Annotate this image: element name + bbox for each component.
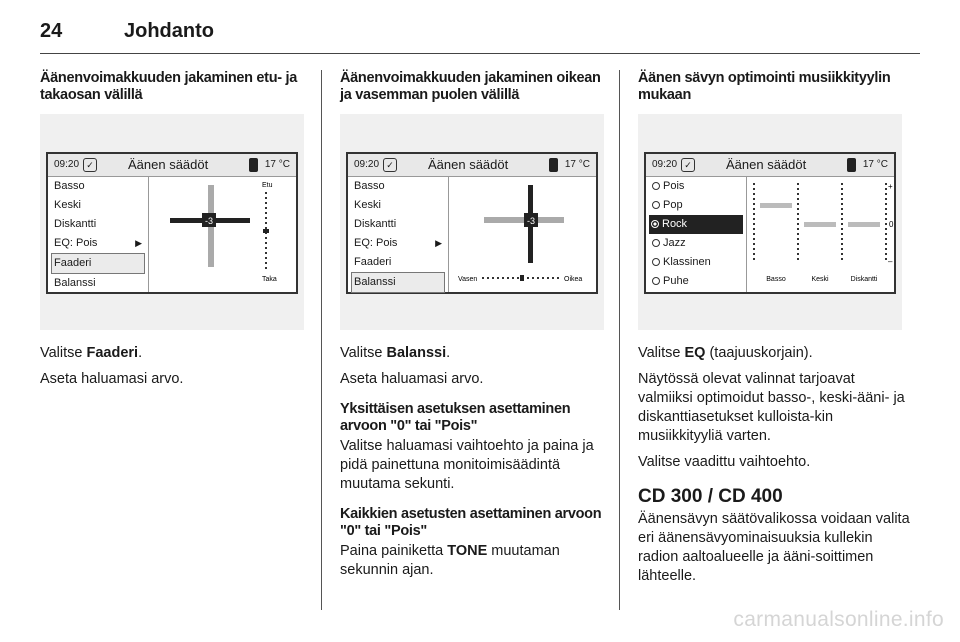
display-screen <box>346 152 598 294</box>
menu-item-label: Jazz <box>663 237 686 249</box>
menu-item-puhe[interactable] <box>646 272 746 291</box>
radio-icon <box>652 182 660 190</box>
eq-graphic <box>748 177 894 292</box>
menu-item-basso[interactable]: Basso <box>54 180 85 192</box>
page-number: 24 <box>40 20 63 42</box>
menu-item-faaderi[interactable]: Faaderi <box>51 253 145 274</box>
watermark: carmanualsonline.info <box>733 608 944 631</box>
menu-reference: Faaderi <box>86 345 139 361</box>
menu-item-eq[interactable] <box>48 234 148 253</box>
thermometer-icon <box>249 158 258 172</box>
menu-item-pois[interactable] <box>646 177 746 196</box>
eq-label-keski: Keski <box>811 276 829 283</box>
eq-label-basso: Basso <box>766 276 786 283</box>
eq-scale-zero: 0 <box>889 220 894 229</box>
eq-bar-keski[interactable] <box>804 222 836 227</box>
clock: 09:20 <box>652 159 678 170</box>
display-screen <box>644 152 896 294</box>
menu-reference: EQ <box>684 345 706 361</box>
column-eq <box>638 70 910 586</box>
menu-item-label: Pop <box>663 199 683 211</box>
screen-status-bar <box>646 154 894 177</box>
thermometer-icon <box>847 158 856 172</box>
column-balance <box>340 70 610 580</box>
cd-heading: CD 300 / CD 400 <box>638 486 783 507</box>
radio-icon <box>652 258 660 266</box>
instruction <box>40 344 310 363</box>
eq-diagram <box>748 177 894 292</box>
menu-item-pop[interactable] <box>646 196 746 215</box>
chevron-right-icon: ▶ <box>135 238 142 248</box>
instruction-suffix: . <box>138 345 143 361</box>
eq-bar-basso[interactable] <box>760 203 792 208</box>
clock: 09:20 <box>54 159 80 170</box>
balance-graphic <box>450 177 596 292</box>
instruction-suffix: (taajuuskorjain). <box>705 345 813 361</box>
fader-scale-marker <box>263 229 269 233</box>
menu-item-eq[interactable] <box>348 234 448 253</box>
instruction-prefix: Valitse <box>40 345 87 361</box>
balance-scale-marker <box>520 275 524 281</box>
right-label: Oikea <box>564 276 583 283</box>
front-label: Etu <box>262 182 273 189</box>
screen-title: Äänen säädöt <box>726 157 807 172</box>
screen-status-bar <box>48 154 296 177</box>
instruction <box>638 344 910 363</box>
menu-item-label: Pois <box>663 180 685 192</box>
instruction-prefix: Valitse <box>638 345 685 361</box>
button-reference: TONE <box>447 543 488 559</box>
balance-value: -3 <box>526 216 536 226</box>
radio-icon <box>652 277 660 285</box>
instruction <box>340 344 610 363</box>
menu-item-diskantti[interactable]: Diskantti <box>54 218 97 230</box>
subsection-heading: Kaikkien asetusten asettaminen arvoon "0" tai "Pois" <box>340 506 602 539</box>
menu-item-rock[interactable] <box>649 215 743 234</box>
instruction-suffix: . <box>446 345 451 361</box>
fader-diagram <box>150 177 296 292</box>
instruction: Valitse vaadittu vaihtoehto. <box>638 454 811 470</box>
description: Näytössä olevat valinnat tarjoavat valmiiksi optimoidut basso-, keski-ääni- ja diskanttiasetukset kulloista-kin musiikkityyliä varten. <box>638 371 905 444</box>
section-heading: Äänenvoimakkuuden jakaminen etu- ja takaosan välillä <box>40 70 298 103</box>
temperature: 17 °C <box>564 159 590 170</box>
instruction: Aseta haluamasi arvo. <box>40 371 184 387</box>
menu-item-klassinen[interactable] <box>646 253 746 272</box>
checkmark-icon: ✓ <box>383 158 397 172</box>
menu-item-balanssi[interactable]: Balanssi <box>54 277 96 289</box>
page-title: Johdanto <box>124 20 214 42</box>
instruction: Aseta haluamasi arvo. <box>340 371 484 387</box>
eq-scale-plus: + <box>888 182 893 191</box>
menu-item-faaderi[interactable]: Faaderi <box>354 256 392 268</box>
screen-menu <box>48 177 149 292</box>
menu-item-jazz[interactable] <box>646 234 746 253</box>
subsection-text: Valitse haluamasi vaihtoehto ja paina ja pidä painettuna monitoimisäädintä muutama sekunti. <box>340 438 594 492</box>
text-prefix: Paina painiketta <box>340 543 448 559</box>
menu-item-balanssi[interactable]: Balanssi <box>351 272 445 293</box>
eq-scale-minus: – <box>888 257 893 266</box>
left-label: Vasen <box>458 276 478 283</box>
screen-illustration <box>40 114 304 330</box>
screen-illustration <box>340 114 604 330</box>
fader-graphic <box>150 177 296 292</box>
section-heading: Äänenvoimakkuuden jakaminen oikean ja vasemman puolen välillä <box>340 70 601 103</box>
screen-title: Äänen säädöt <box>128 157 209 172</box>
section-heading: Äänen sävyn optimointi musiikkityylin mukaan <box>638 70 891 103</box>
menu-item-diskantti[interactable]: Diskantti <box>354 218 397 230</box>
menu-item-basso[interactable]: Basso <box>354 180 385 192</box>
menu-item-label: Klassinen <box>663 256 711 268</box>
column-divider <box>321 70 322 610</box>
subsection-heading: Yksittäisen asetuksen asettaminen arvoon "0" tai "Pois" <box>340 401 571 434</box>
menu-reference: Balanssi <box>386 345 447 361</box>
menu-item-label: EQ: Pois <box>54 237 98 249</box>
screen-status-bar <box>348 154 596 177</box>
subsection-text <box>340 542 610 580</box>
checkmark-icon: ✓ <box>681 158 695 172</box>
fader-value: -3 <box>204 216 214 226</box>
instruction-prefix: Valitse <box>340 345 387 361</box>
page-header <box>40 14 920 54</box>
radio-icon <box>652 239 660 247</box>
radio-selected-icon <box>651 220 659 228</box>
screen-menu <box>348 177 449 292</box>
menu-item-label: Puhe <box>663 275 689 287</box>
menu-item-label: EQ: Pois <box>354 237 398 249</box>
checkmark-icon: ✓ <box>83 158 97 172</box>
menu-item-label: Rock <box>662 218 688 230</box>
eq-bar-diskantti[interactable] <box>848 222 880 227</box>
radio-icon <box>652 201 660 209</box>
screen-menu <box>646 177 747 292</box>
display-screen <box>46 152 298 294</box>
screen-illustration <box>638 114 902 330</box>
text-suffix: muutaman sekunnin ajan. <box>340 543 560 578</box>
column-divider <box>619 70 620 610</box>
rear-label: Taka <box>262 276 277 283</box>
menu-item-keski[interactable]: Keski <box>354 199 381 211</box>
column-fader <box>40 70 310 389</box>
eq-label-diskantti: Diskantti <box>850 276 878 283</box>
clock: 09:20 <box>354 159 380 170</box>
cd-text: Äänensävyn säätövalikossa voidaan valita eri äänensävyominaisuuksia kullekin radion aaltoalueelle ja ääni-soittimen lähteelle. <box>638 511 910 584</box>
screen-title: Äänen säädöt <box>428 157 509 172</box>
balance-diagram <box>450 177 596 292</box>
temperature: 17 °C <box>264 159 290 170</box>
thermometer-icon <box>549 158 558 172</box>
menu-item-keski[interactable]: Keski <box>54 199 81 211</box>
chevron-right-icon: ▶ <box>435 238 442 248</box>
temperature: 17 °C <box>862 159 888 170</box>
